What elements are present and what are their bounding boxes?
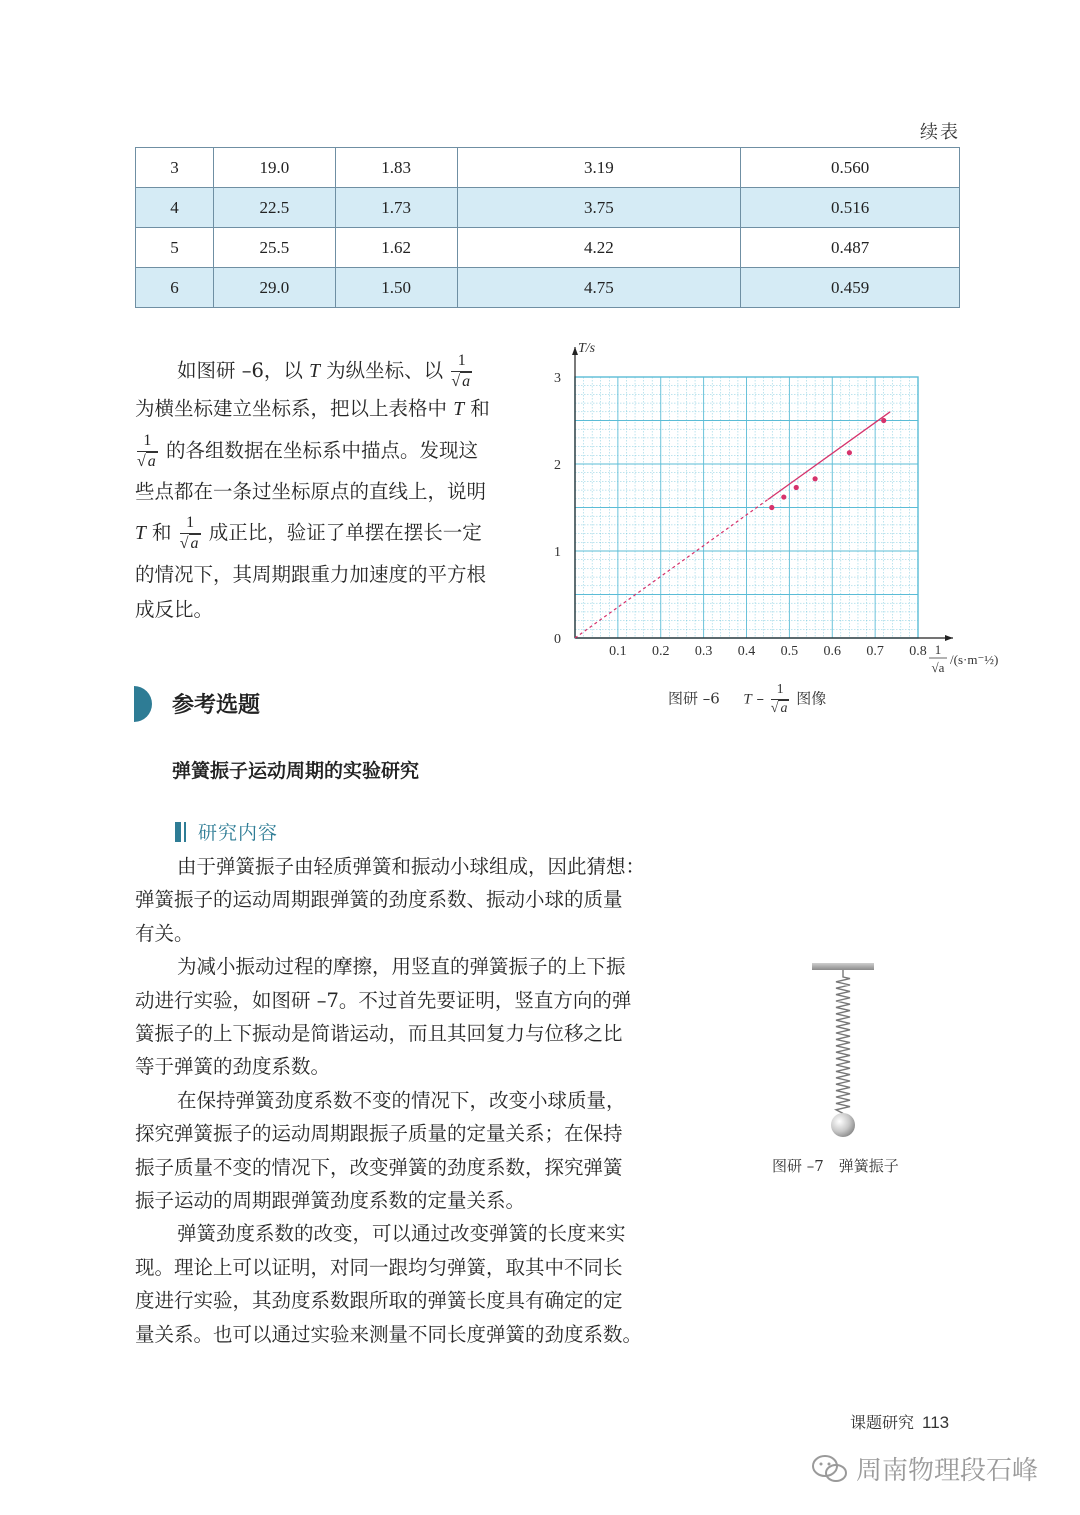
body-line: 度进行实验，其劲度系数跟所取的弹簧长度具有确定的定 — [135, 1289, 623, 1313]
table-cell: 3.75 — [457, 188, 741, 228]
chart-grid — [575, 377, 918, 638]
table-cell: 4.75 — [457, 268, 741, 308]
text-run: 成正比，验证了单摆在摆长一定 — [202, 521, 482, 544]
table-cell: 1.73 — [335, 188, 457, 228]
x-axis-label-den: √a — [931, 660, 945, 675]
x-tick-label: 0.1 — [609, 644, 627, 659]
section-marker-icon — [134, 686, 152, 722]
spring-oscillator-illustration — [800, 955, 890, 1145]
research-content-label: 研究内容 — [198, 822, 279, 844]
page-footer — [850, 1410, 949, 1433]
body-line: 弹簧振子的运动周期跟弹簧的劲度系数、振动小球的质量 — [135, 888, 623, 912]
x-axis-arrow — [945, 635, 953, 641]
body-line: 由于弹簧振子由轻质弹簧和振动小球组成，因此猜想： — [177, 855, 646, 878]
body-line: 在保持弹簧劲度系数不变的情况下，改变小球质量， — [177, 1088, 626, 1112]
wechat-icon — [810, 1453, 850, 1485]
text-line: 些点都在一条过坐标原点的直线上，说明 — [135, 480, 487, 503]
var-T: T — [309, 361, 320, 382]
body-line: 为减小振动过程的摩擦，用竖直的弹簧振子的上下振 — [177, 955, 626, 979]
y-tick-label: 3 — [554, 371, 561, 386]
data-table — [135, 147, 960, 308]
body-line: 有关。 — [135, 921, 194, 945]
caption-prefix: 图研 –6 — [668, 689, 720, 708]
table-row — [136, 148, 960, 188]
caption-dash: – — [756, 689, 764, 708]
table-continued-label: 续表 — [920, 122, 960, 143]
y-tick-label: 0 — [554, 632, 561, 647]
table-cell: 22.5 — [213, 188, 335, 228]
data-point — [847, 450, 852, 455]
x-tick-label: 0.4 — [737, 644, 756, 659]
body-line: 探究弹簧振子的运动周期跟振子质量的定量关系；在保持 — [135, 1122, 623, 1146]
page-number: 113 — [922, 1413, 950, 1432]
body-line: 振子质量不变的情况下，改变弹簧的劲度系数，探究弹簧 — [135, 1155, 623, 1179]
text-run: 为纵坐标、以 — [319, 359, 450, 382]
figure7-caption: 图研 –7 弹簧振子 — [772, 1157, 899, 1175]
table-cell: 25.5 — [213, 228, 335, 268]
caption-var-T: T — [743, 691, 752, 708]
body-line: 簧振子的上下振动是简谐运动，而且其回复力与位移之比 — [135, 1022, 623, 1046]
fit-line-extrapolated — [575, 500, 768, 638]
x-tick-label: 0.8 — [909, 644, 927, 659]
x-tick-label: 0.7 — [866, 644, 884, 659]
x-tick-label: 0.2 — [652, 644, 670, 659]
body-line: 动进行实验，如图研 –7。不过首先要证明，竖直方向的弹 — [135, 988, 632, 1012]
table-cell: 0.516 — [741, 188, 960, 228]
fit-line-solid — [768, 412, 890, 500]
caption-suffix: 图像 — [796, 689, 827, 708]
table-cell: 29.0 — [213, 268, 335, 308]
text-line: 的情况下，其周期跟重力加速度的平方根 — [135, 563, 487, 586]
y-tick-label: 1 — [554, 545, 561, 560]
watermark-text: 周南物理段石峰 — [856, 1456, 1039, 1486]
spring-coil — [836, 970, 850, 1113]
caption-fraction: $\frac{1}{√ a}$ — [770, 682, 788, 716]
x-tick-label: 0.3 — [694, 644, 713, 659]
fraction-1-over-sqrt-a: $\frac{1}{√ a}$ — [137, 432, 156, 470]
x-tick-label: 0.6 — [823, 644, 841, 659]
body-text — [135, 850, 680, 1351]
text-line: 成反比。 — [135, 598, 214, 621]
footer-label: 课题研究 — [850, 1413, 915, 1432]
research-marker-line — [184, 822, 186, 842]
text-run: 的各组数据在坐标系中描点。发现这 — [159, 439, 478, 462]
data-point — [794, 485, 799, 490]
text-run: 如图研 –6，以 — [177, 359, 310, 382]
paragraph-figure6 — [135, 350, 525, 630]
table-cell: 4.22 — [457, 228, 741, 268]
table-cell: 6 — [136, 268, 214, 308]
body-line: 量关系。也可以通过实验来测量不同长度弹簧的劲度系数。 — [135, 1322, 643, 1346]
table-cell: 0.487 — [741, 228, 960, 268]
x-axis-label-unit: /(s·m⁻½) — [950, 652, 999, 667]
table-cell: 19.0 — [213, 148, 335, 188]
text-run: 为横坐标建立坐标系，把以上表格中 — [135, 397, 454, 420]
chart-T-vs-inv-sqrt-a — [540, 340, 1020, 685]
research-marker-icon — [175, 822, 181, 842]
text-run: 和 — [464, 397, 490, 420]
section-title: 参考选题 — [172, 693, 261, 718]
table-cell: 1.83 — [335, 148, 457, 188]
chart-axes — [572, 347, 953, 641]
y-tick-label: 2 — [554, 458, 561, 473]
watermark — [810, 1450, 1038, 1487]
var-T: T — [135, 523, 146, 544]
table-cell: 0.459 — [741, 268, 960, 308]
x-axis-label-num: 1 — [934, 642, 942, 657]
x-tick-label: 0.5 — [780, 644, 799, 659]
table-row — [136, 268, 960, 308]
support-bar — [812, 963, 874, 970]
ball — [831, 1113, 855, 1137]
body-line: 现。理论上可以证明，对同一跟均匀弹簧，取其中不同长 — [135, 1255, 623, 1279]
data-point — [781, 494, 786, 499]
var-T: T — [453, 399, 465, 420]
table-cell: 5 — [136, 228, 214, 268]
fraction-1-over-sqrt-a: $\frac{1}{√ a}$ — [179, 514, 199, 552]
data-point — [881, 418, 886, 423]
fraction-1-over-sqrt-a: $\frac{1}{√ a}$ — [451, 352, 471, 390]
body-line: 弹簧劲度系数的改变，可以通过改变弹簧的长度来实 — [177, 1222, 626, 1246]
table-cell: 4 — [136, 188, 214, 228]
body-line: 振子运动的周期跟弹簧劲度系数的定量关系。 — [135, 1189, 526, 1213]
table-cell: 3.19 — [457, 148, 741, 188]
figure6-caption — [668, 683, 826, 716]
table-cell: 1.62 — [335, 228, 457, 268]
chart-tick-labels — [554, 341, 998, 675]
data-point — [769, 505, 774, 510]
table-cell: 1.50 — [335, 268, 457, 308]
table-cell: 0.560 — [741, 148, 960, 188]
table-row — [136, 188, 960, 228]
data-point — [813, 476, 818, 481]
body-line: 等于弹簧的劲度系数。 — [135, 1055, 331, 1079]
table-row — [136, 228, 960, 268]
table-cell: 3 — [136, 148, 214, 188]
y-axis-label: T/s — [578, 341, 596, 356]
subsection-title: 弹簧振子运动周期的实验研究 — [172, 760, 420, 782]
text-run: 和 — [145, 521, 178, 544]
